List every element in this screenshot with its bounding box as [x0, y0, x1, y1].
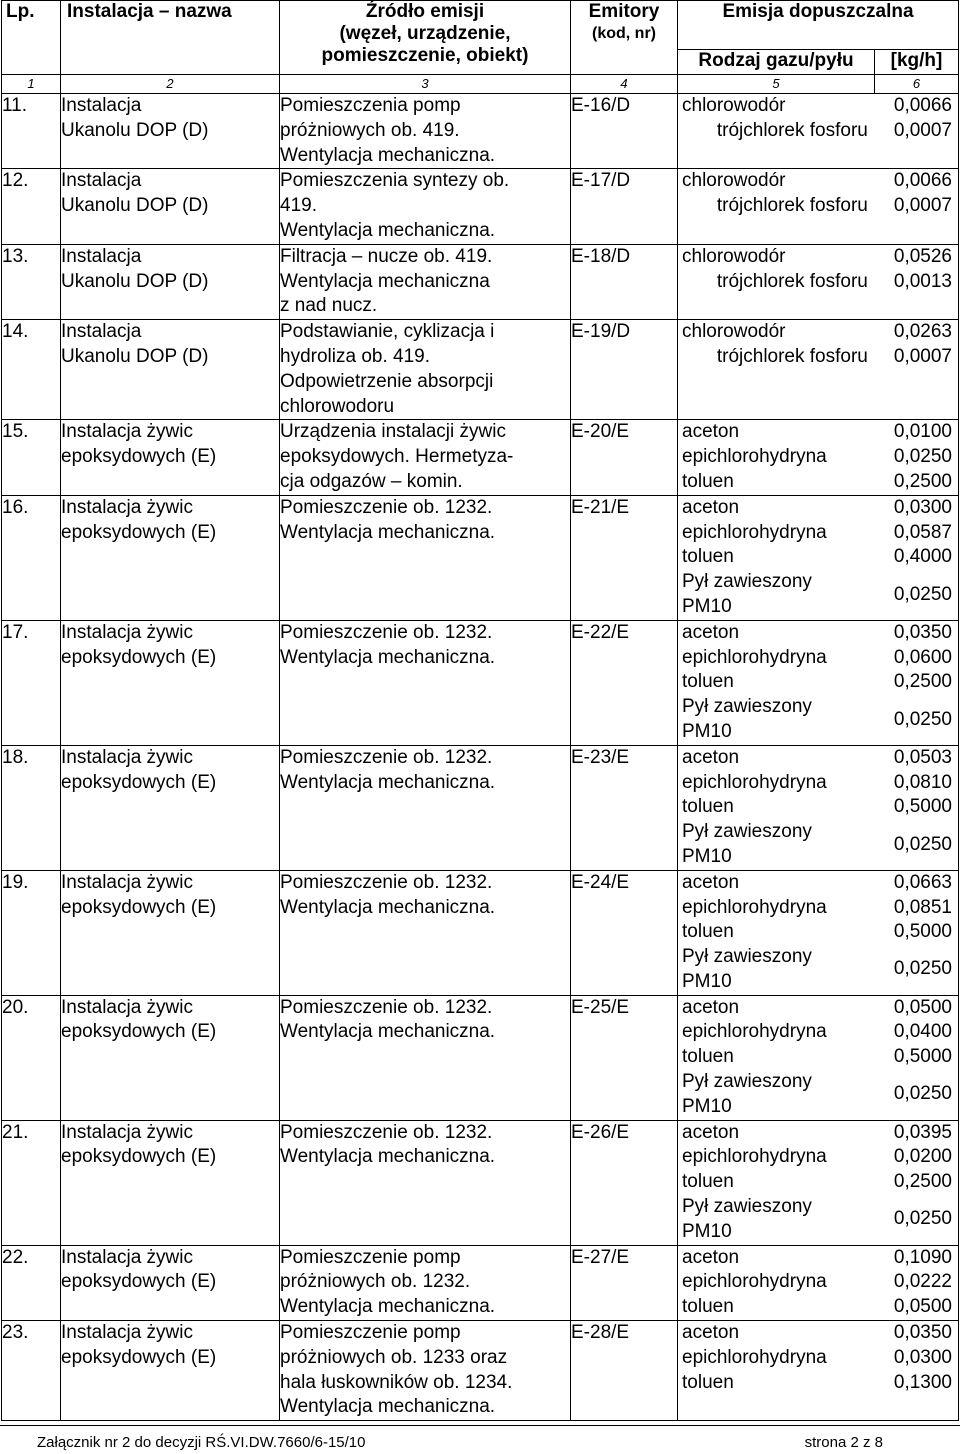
table-header [2, 1, 959, 94]
gas-entry [678, 345, 958, 370]
gas-entry [678, 795, 958, 820]
installation-name-cell [61, 620, 280, 745]
emission-source-line: Odpowietrzenie absorpcji [280, 370, 494, 392]
header-source: Źródło emisji (węzeł, urządzenie, pomieszczenie, obiekt) [280, 1, 571, 75]
emission-source-cell [280, 420, 571, 495]
gas-entry [678, 1070, 958, 1120]
gas-entry [678, 1295, 958, 1320]
page-footer [0, 1425, 960, 1454]
table-row [2, 620, 959, 745]
allowed-emission-cell [678, 870, 959, 995]
allowed-emission-cell [678, 169, 959, 244]
gas-name: toluen [682, 671, 734, 693]
emission-value: 0,5000 [893, 1046, 952, 1068]
emission-value: 0,0250 [893, 958, 952, 980]
table-row [2, 1321, 959, 1421]
emission-source-cell [280, 1321, 571, 1421]
installation-name-line: epoksydowych (E) [61, 1346, 217, 1368]
emission-source-line: Wentylacja mechaniczna. [280, 219, 496, 241]
table-row [2, 420, 959, 495]
footer-page-number: strona 2 z 8 [804, 1434, 883, 1451]
emission-value: 0,4000 [893, 546, 952, 568]
installation-name-line: Instalacja [61, 95, 142, 116]
gas-entry [678, 1170, 958, 1195]
emission-value: 0,5000 [893, 921, 952, 943]
allowed-emission-cell [678, 745, 959, 870]
emission-value: 0,0300 [893, 1346, 952, 1368]
installation-name-line: Ukanolu DOP (D) [61, 345, 209, 367]
emission-value: 0,0503 [893, 746, 952, 768]
gas-entry [678, 1270, 958, 1295]
installation-name-line: Instalacja [61, 245, 142, 267]
emission-source-line: Pomieszczenie pomp [280, 1246, 461, 1268]
emission-source-line: Wentylacja mechaniczna. [280, 771, 496, 793]
gas-name-line: Pył zawieszony [682, 1196, 812, 1218]
gas-name [682, 570, 872, 620]
emission-source-line: Podstawianie, cyklizacja i [280, 321, 495, 343]
emitter-code: E-27/E [571, 1245, 678, 1320]
gas-entry [678, 1045, 958, 1070]
gas-name: toluen [682, 796, 734, 818]
emission-value: 0,0250 [893, 583, 952, 605]
emission-value: 0,0350 [893, 621, 952, 643]
gas-name: epichlorohydryna [682, 896, 827, 918]
gas-entry [678, 695, 958, 745]
gas-entry [678, 570, 958, 620]
gas-entry [678, 1195, 958, 1245]
gas-entry [678, 496, 958, 521]
installation-name-cell [61, 94, 280, 169]
gas-name-line: PM10 [682, 845, 732, 867]
allowed-emission-cell [678, 495, 959, 620]
installation-name-line: Instalacja [61, 321, 142, 343]
installation-name-line: Instalacja żywic [61, 996, 193, 1018]
gas-entry [678, 771, 958, 796]
header-installation-name: Instalacja – nazwa [61, 1, 280, 75]
footer-attachment-label: Załącznik nr 2 do decyzji RŚ.VI.DW.7660/6-15/10 [37, 1434, 366, 1451]
row-number: 13. [2, 244, 61, 319]
gas-entry [678, 94, 958, 119]
gas-entry [678, 1020, 958, 1045]
installation-name-cell [61, 1120, 280, 1245]
emission-value: 0,0851 [893, 896, 952, 918]
emission-source-cell [280, 94, 571, 169]
allowed-emission-cell [678, 995, 959, 1120]
emission-source-line: epoksydowych. Hermetyza- [280, 446, 514, 468]
installation-name-line: Instalacja żywic [61, 421, 193, 443]
allowed-emission-cell [678, 1120, 959, 1245]
emission-value: 0,5000 [893, 796, 952, 818]
gas-entry [678, 521, 958, 546]
row-number: 15. [2, 420, 61, 495]
emission-source-cell [280, 320, 571, 420]
emission-value: 0,0222 [893, 1271, 952, 1293]
gas-entry [678, 1246, 958, 1271]
emission-source-line: 419. [280, 195, 317, 217]
gas-entry [678, 420, 958, 445]
gas-entry [678, 871, 958, 896]
emitter-code: E-23/E [571, 745, 678, 870]
emission-source-line: Pomieszczenie ob. 1232. [280, 996, 493, 1018]
installation-name-line: Instalacja żywic [61, 746, 193, 768]
emission-source-line: Pomieszczenia syntezy ob. [280, 170, 510, 192]
emission-value: 0,0263 [893, 321, 952, 343]
emission-value: 0,0587 [893, 521, 952, 543]
row-number: 18. [2, 745, 61, 870]
gas-name: toluen [682, 921, 734, 943]
installation-name-cell [61, 495, 280, 620]
gas-entry [678, 896, 958, 921]
gas-name: toluen [682, 1296, 734, 1318]
installation-name-cell [61, 745, 280, 870]
column-number: 4 [571, 75, 678, 94]
gas-name [682, 695, 872, 745]
table-row [2, 1120, 959, 1245]
gas-name: epichlorohydryna [682, 1021, 827, 1043]
gas-name: epichlorohydryna [682, 1271, 827, 1293]
emission-source-line: Pomieszczenie ob. 1232. [280, 621, 493, 643]
gas-name: aceton [682, 496, 740, 518]
emission-source-cell [280, 495, 571, 620]
emission-source-line: Pomieszczenie ob. 1232. [280, 871, 493, 893]
emission-value: 0,0066 [893, 170, 952, 192]
emission-table [1, 0, 959, 1421]
row-number: 14. [2, 320, 61, 420]
emission-source-line: Wentylacja mechaniczna. [280, 144, 496, 166]
emission-source-line: Pomieszczenie ob. 1232. [280, 746, 493, 768]
emitter-code: E-21/E [571, 495, 678, 620]
table-row [2, 745, 959, 870]
emission-source-line: Filtracja – nucze ob. 419. [280, 245, 493, 267]
emission-value: 0,0250 [893, 708, 952, 730]
gas-name-line: PM10 [682, 720, 732, 742]
emitter-code: E-22/E [571, 620, 678, 745]
emission-value: 0,0810 [893, 771, 952, 793]
emitter-code: E-26/E [571, 1120, 678, 1245]
gas-entry [678, 320, 958, 345]
emission-value: 0,0007 [893, 195, 952, 217]
emission-value: 0,0600 [893, 646, 952, 668]
gas-name-line: Pył zawieszony [682, 821, 812, 843]
column-number: 2 [61, 75, 280, 94]
emission-value: 0,0013 [893, 270, 952, 292]
installation-name-line: Instalacja żywic [61, 1322, 193, 1344]
emission-value: 0,2500 [893, 1171, 952, 1193]
emitter-code: E-24/E [571, 870, 678, 995]
installation-name-line: epoksydowych (E) [61, 1271, 217, 1293]
emission-source-line: Wentylacja mechaniczna. [280, 1021, 496, 1043]
gas-entry [678, 245, 958, 270]
row-number: 20. [2, 995, 61, 1120]
emission-value: 0,0250 [893, 446, 952, 468]
gas-name: aceton [682, 746, 740, 768]
emission-value: 0,0526 [893, 245, 952, 267]
emission-value: 0,0066 [893, 95, 952, 116]
emission-source-line: hala łuskowników ob. 1234. [280, 1371, 513, 1393]
gas-name: epichlorohydryna [682, 521, 827, 543]
installation-name-line: Instalacja żywic [61, 1121, 193, 1143]
emitter-code: E-17/D [571, 169, 678, 244]
gas-name [682, 820, 872, 870]
gas-name: chlorowodór [682, 95, 786, 116]
allowed-emission-cell [678, 94, 959, 169]
installation-name-line: Instalacja żywic [61, 496, 193, 518]
header-unit: [kg/h] [875, 50, 959, 75]
gas-name: epichlorohydryna [682, 646, 827, 668]
emission-source-line: cja odgazów – komin. [280, 470, 463, 492]
gas-name: chlorowodór [682, 170, 786, 192]
emission-source-line: Wentylacja mechaniczna. [280, 1396, 496, 1418]
emission-source-cell [280, 995, 571, 1120]
header-gas-type: Rodzaj gazu/pyłu [678, 50, 875, 75]
emission-value: 0,0500 [893, 1296, 952, 1318]
gas-entry [678, 169, 958, 194]
gas-entry [678, 445, 958, 470]
emission-value: 0,0007 [893, 119, 952, 141]
emitter-code: E-19/D [571, 320, 678, 420]
emission-value: 0,0200 [893, 1146, 952, 1168]
emission-source-line: Pomieszczenie ob. 1232. [280, 496, 493, 518]
emission-source-line: Wentylacja mechaniczna. [280, 521, 496, 543]
emission-source-line: Wentylacja mechaniczna. [280, 646, 496, 668]
column-number: 1 [2, 75, 61, 94]
emission-value: 0,0350 [893, 1322, 952, 1344]
gas-name [682, 1195, 872, 1245]
gas-name: epichlorohydryna [682, 771, 827, 793]
emission-source-cell [280, 169, 571, 244]
table-row [2, 169, 959, 244]
row-number: 22. [2, 1245, 61, 1320]
emission-source-line: Pomieszczenie pomp [280, 1322, 461, 1344]
gas-name: trójchlorek fosforu [716, 119, 868, 141]
gas-entry [678, 746, 958, 771]
row-number: 23. [2, 1321, 61, 1421]
gas-name: toluen [682, 546, 734, 568]
emission-value: 0,0400 [893, 1021, 952, 1043]
table-row [2, 320, 959, 420]
emission-source-line: Urządzenia instalacji żywic [280, 421, 506, 443]
gas-name: aceton [682, 1322, 740, 1344]
gas-entry [678, 1145, 958, 1170]
table-body [2, 94, 959, 1421]
installation-name-cell [61, 1321, 280, 1421]
emission-value: 0,0250 [893, 1208, 952, 1230]
emission-value: 0,0395 [893, 1121, 952, 1143]
table-row [2, 1245, 959, 1320]
gas-name-line: PM10 [682, 1220, 732, 1242]
row-number: 21. [2, 1120, 61, 1245]
emission-source-line: Wentylacja mechaniczna. [280, 1296, 496, 1318]
gas-name-line: PM10 [682, 595, 732, 617]
emitter-code: E-16/D [571, 94, 678, 169]
installation-name-line: epoksydowych (E) [61, 1146, 217, 1168]
emission-value: 0,0007 [893, 345, 952, 367]
row-number: 11. [2, 94, 61, 169]
installation-name-cell [61, 995, 280, 1120]
installation-name-line: Ukanolu DOP (D) [61, 270, 209, 292]
gas-name: aceton [682, 621, 740, 643]
allowed-emission-cell [678, 244, 959, 319]
installation-name-line: epoksydowych (E) [61, 771, 217, 793]
emission-source-cell [280, 620, 571, 745]
installation-name-line: Ukanolu DOP (D) [61, 119, 209, 141]
gas-name: chlorowodór [682, 321, 786, 343]
emission-source-line: Wentylacja mechaniczna. [280, 896, 496, 918]
emission-source-line: chlorowodoru [280, 395, 395, 417]
gas-entry [678, 470, 958, 495]
gas-entry [678, 270, 958, 295]
gas-entry [678, 194, 958, 219]
gas-name: aceton [682, 1246, 740, 1268]
gas-entry [678, 1121, 958, 1146]
row-number: 17. [2, 620, 61, 745]
header-emitters: Emitory (kod, nr) [571, 1, 678, 75]
emission-source-cell [280, 244, 571, 319]
gas-name [682, 1070, 872, 1120]
emitter-code: E-18/D [571, 244, 678, 319]
emission-source-line: Pomieszczenia pomp [280, 95, 461, 116]
emission-value: 0,2500 [893, 470, 952, 492]
emission-value: 0,2500 [893, 671, 952, 693]
table-row [2, 495, 959, 620]
gas-entry [678, 920, 958, 945]
emission-value: 0,0500 [893, 996, 952, 1018]
allowed-emission-cell [678, 1245, 959, 1320]
installation-name-cell [61, 244, 280, 319]
emission-source-line: hydroliza ob. 419. [280, 345, 430, 367]
emitter-code: E-20/E [571, 420, 678, 495]
gas-entry [678, 820, 958, 870]
emitter-code: E-28/E [571, 1321, 678, 1421]
emission-source-cell [280, 1120, 571, 1245]
table-row [2, 870, 959, 995]
emission-value: 0,0300 [893, 496, 952, 518]
header-lp: Lp. [2, 1, 61, 75]
emission-value: 0,1090 [893, 1246, 952, 1268]
gas-entry [678, 945, 958, 995]
column-number: 6 [875, 75, 959, 94]
installation-name-cell [61, 420, 280, 495]
row-number: 16. [2, 495, 61, 620]
gas-name-line: Pył zawieszony [682, 946, 812, 968]
gas-name: aceton [682, 996, 740, 1018]
gas-entry [678, 1371, 958, 1396]
gas-name: epichlorohydryna [682, 446, 827, 468]
gas-name-line: Pył zawieszony [682, 571, 812, 593]
emission-source-line: Pomieszczenie ob. 1232. [280, 1121, 493, 1143]
gas-name: toluen [682, 1171, 734, 1193]
emission-source-line: próżniowych ob. 1233 oraz [280, 1346, 508, 1368]
installation-name-line: Instalacja żywic [61, 621, 193, 643]
gas-entry [678, 1321, 958, 1346]
gas-name: epichlorohydryna [682, 1146, 827, 1168]
gas-name-line: Pył zawieszony [682, 696, 812, 718]
gas-name: toluen [682, 470, 734, 492]
header-allowed-emission: Emisja dopuszczalna [678, 1, 959, 50]
emission-source-line: Wentylacja mechaniczna [280, 270, 490, 292]
gas-name: aceton [682, 871, 740, 893]
gas-entry [678, 670, 958, 695]
table-row [2, 995, 959, 1120]
installation-name-line: Ukanolu DOP (D) [61, 195, 209, 217]
gas-name: aceton [682, 1121, 740, 1143]
gas-name: trójchlorek fosforu [716, 345, 868, 367]
gas-name: trójchlorek fosforu [716, 195, 868, 217]
emission-value: 0,0100 [893, 421, 952, 443]
gas-entry [678, 119, 958, 144]
table-row [2, 244, 959, 319]
gas-name: chlorowodór [682, 245, 786, 267]
emission-source-cell [280, 870, 571, 995]
installation-name-line: epoksydowych (E) [61, 446, 217, 468]
installation-name-line: Instalacja żywic [61, 1246, 193, 1268]
emission-source-cell [280, 745, 571, 870]
gas-name: trójchlorek fosforu [716, 270, 868, 292]
column-number: 5 [678, 75, 875, 94]
column-number-row [2, 75, 959, 94]
emission-value: 0,0663 [893, 871, 952, 893]
gas-entry [678, 996, 958, 1021]
gas-name: aceton [682, 421, 740, 443]
gas-entry [678, 646, 958, 671]
installation-name-line: epoksydowych (E) [61, 1021, 217, 1043]
allowed-emission-cell [678, 320, 959, 420]
emission-source-line: próżniowych ob. 419. [280, 119, 460, 141]
emission-source-cell [280, 1245, 571, 1320]
emission-value: 0,0250 [893, 833, 952, 855]
gas-name: epichlorohydryna [682, 1346, 827, 1368]
gas-name-line: Pył zawieszony [682, 1071, 812, 1093]
installation-name-cell [61, 870, 280, 995]
gas-entry [678, 545, 958, 570]
emission-value: 0,1300 [893, 1371, 952, 1393]
emitter-code: E-25/E [571, 995, 678, 1120]
table-row [2, 94, 959, 169]
gas-entry [678, 621, 958, 646]
installation-name-cell [61, 1245, 280, 1320]
emission-value: 0,0250 [893, 1083, 952, 1105]
installation-name-line: Instalacja żywic [61, 871, 193, 893]
installation-name-line: epoksydowych (E) [61, 646, 217, 668]
emission-source-line: Wentylacja mechaniczna. [280, 1146, 496, 1168]
installation-name-cell [61, 320, 280, 420]
gas-name-line: PM10 [682, 970, 732, 992]
gas-name: toluen [682, 1371, 734, 1393]
gas-entry [678, 1346, 958, 1371]
installation-name-line: epoksydowych (E) [61, 521, 217, 543]
gas-name [682, 945, 872, 995]
gas-name-line: PM10 [682, 1095, 732, 1117]
row-number: 12. [2, 169, 61, 244]
column-number: 3 [280, 75, 571, 94]
installation-name-cell [61, 169, 280, 244]
allowed-emission-cell [678, 420, 959, 495]
emission-source-line: próżniowych ob. 1232. [280, 1271, 471, 1293]
installation-name-line: epoksydowych (E) [61, 896, 217, 918]
installation-name-line: Instalacja [61, 170, 142, 192]
allowed-emission-cell [678, 620, 959, 745]
emission-source-line: z nad nucz. [280, 295, 378, 317]
allowed-emission-cell [678, 1321, 959, 1421]
gas-name: toluen [682, 1046, 734, 1068]
row-number: 19. [2, 870, 61, 995]
